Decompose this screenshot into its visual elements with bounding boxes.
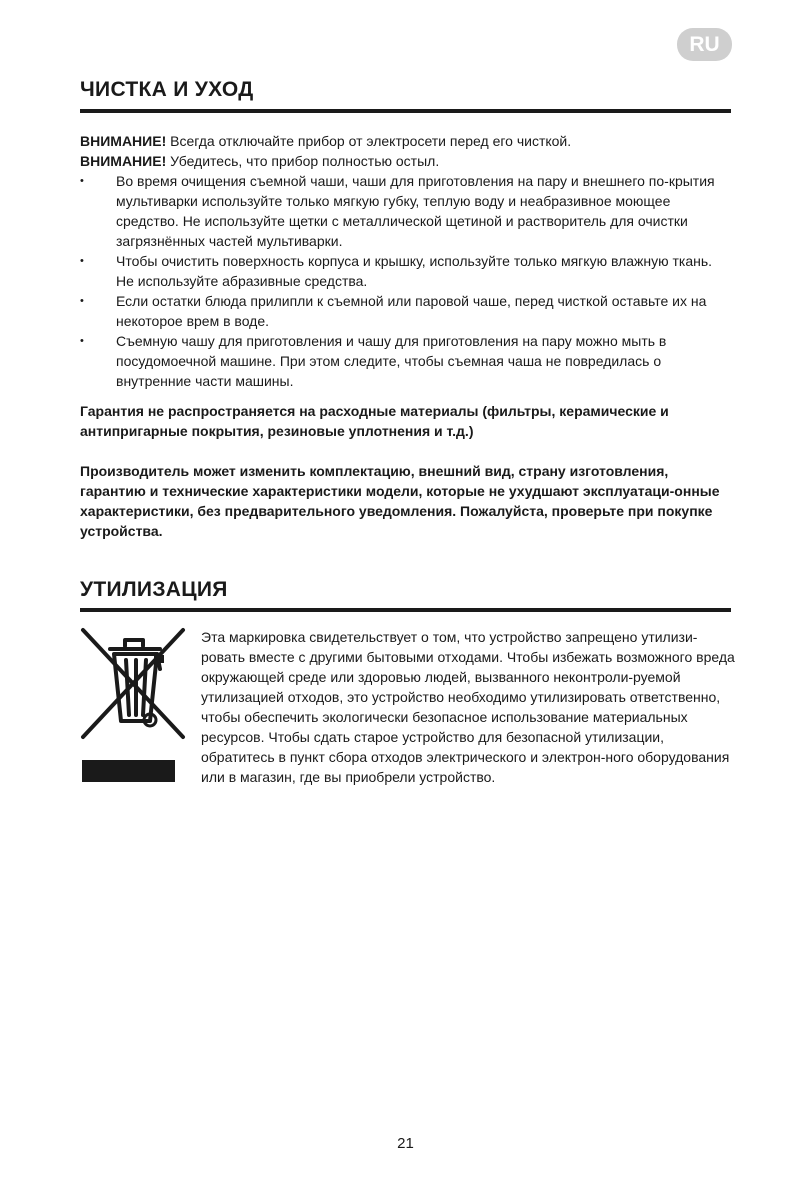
language-badge: RU xyxy=(677,28,732,61)
warranty-note: Гарантия не распространяется на расходные материалы (фильтры, керамические и антипригарные покрытия, резиновые уплотнения и т.д.) xyxy=(80,403,669,439)
disposal-text: Эта маркировка свидетельствует о том, что устройство запрещено утилизи-ровать вместе с другими бытовыми отходами. Чтобы избежать возможного вреда окружающей среде или здоровью людей, вызванного неконтроли-руемой утилизацией отходов, это устройство необходимо утилизировать ответственно, чтобы обеспечить экологически безопасное использование материальных ресурсов. Чтобы сдать старое устройство для безопасной утилизации, обратитесь в пункт сбора отходов электрического и электрон-ного оборудования или в магазин, где вы приобрели устройство. xyxy=(201,629,735,785)
weee-crossed-bin-icon xyxy=(80,627,186,787)
page-number: 21 xyxy=(397,1135,414,1152)
cleaning-section-title: ЧИСТКА И УХОД xyxy=(80,78,254,101)
list-item: • Если остатки блюда прилипли к съемной или паровой чаше, перед чисткой оставьте их на некоторое врем в воде. xyxy=(80,291,731,331)
warning-label: ВНИМАНИЕ! xyxy=(80,133,167,149)
cleaning-bullet-list xyxy=(80,171,731,391)
disposal-section-title: УТИЛИЗАЦИЯ xyxy=(80,578,228,601)
list-item: • Съемную чашу для приготовления и чашу для приготовления на пару можно мыть в посудомоечной машине. При этом следите, чтобы съемная чаша не повредилась о внутренние части машины. xyxy=(80,331,731,391)
warning-text: Всегда отключайте прибор от электросети перед его чисткой. xyxy=(166,133,572,149)
list-item: • Во время очищения съемной чаши, чаши для приготовления на пару и внешнего по-крытия мультиварки используйте только мягкую губку, теплую воду и неабразивное моющее средство. Не используйте щетки с металлической щетиной и растворитель для очистки загрязнённых частей мультиварки. xyxy=(80,171,731,251)
warning-line xyxy=(80,151,731,171)
warning-line xyxy=(80,131,731,151)
cleaning-section-body xyxy=(80,131,731,541)
manufacturer-note: Производитель может изменить комплектацию, внешний вид, страну изготовления, гарантию и технические характеристики модели, которые не ухудшают эксплуатаци-онные характеристики, без предварительного уведомления. Пожалуйста, проверьте при покупке устройства. xyxy=(80,463,720,539)
disposal-title-rule xyxy=(80,608,731,612)
warning-label: ВНИМАНИЕ! xyxy=(80,153,167,169)
list-item: • Чтобы очистить поверхность корпуса и крышку, используйте только мягкую влажную ткань. Не используйте абразивные средства. xyxy=(80,251,731,291)
warning-text: Убедитесь, что прибор полностью остыл. xyxy=(166,153,440,169)
cleaning-title-rule xyxy=(80,109,731,113)
